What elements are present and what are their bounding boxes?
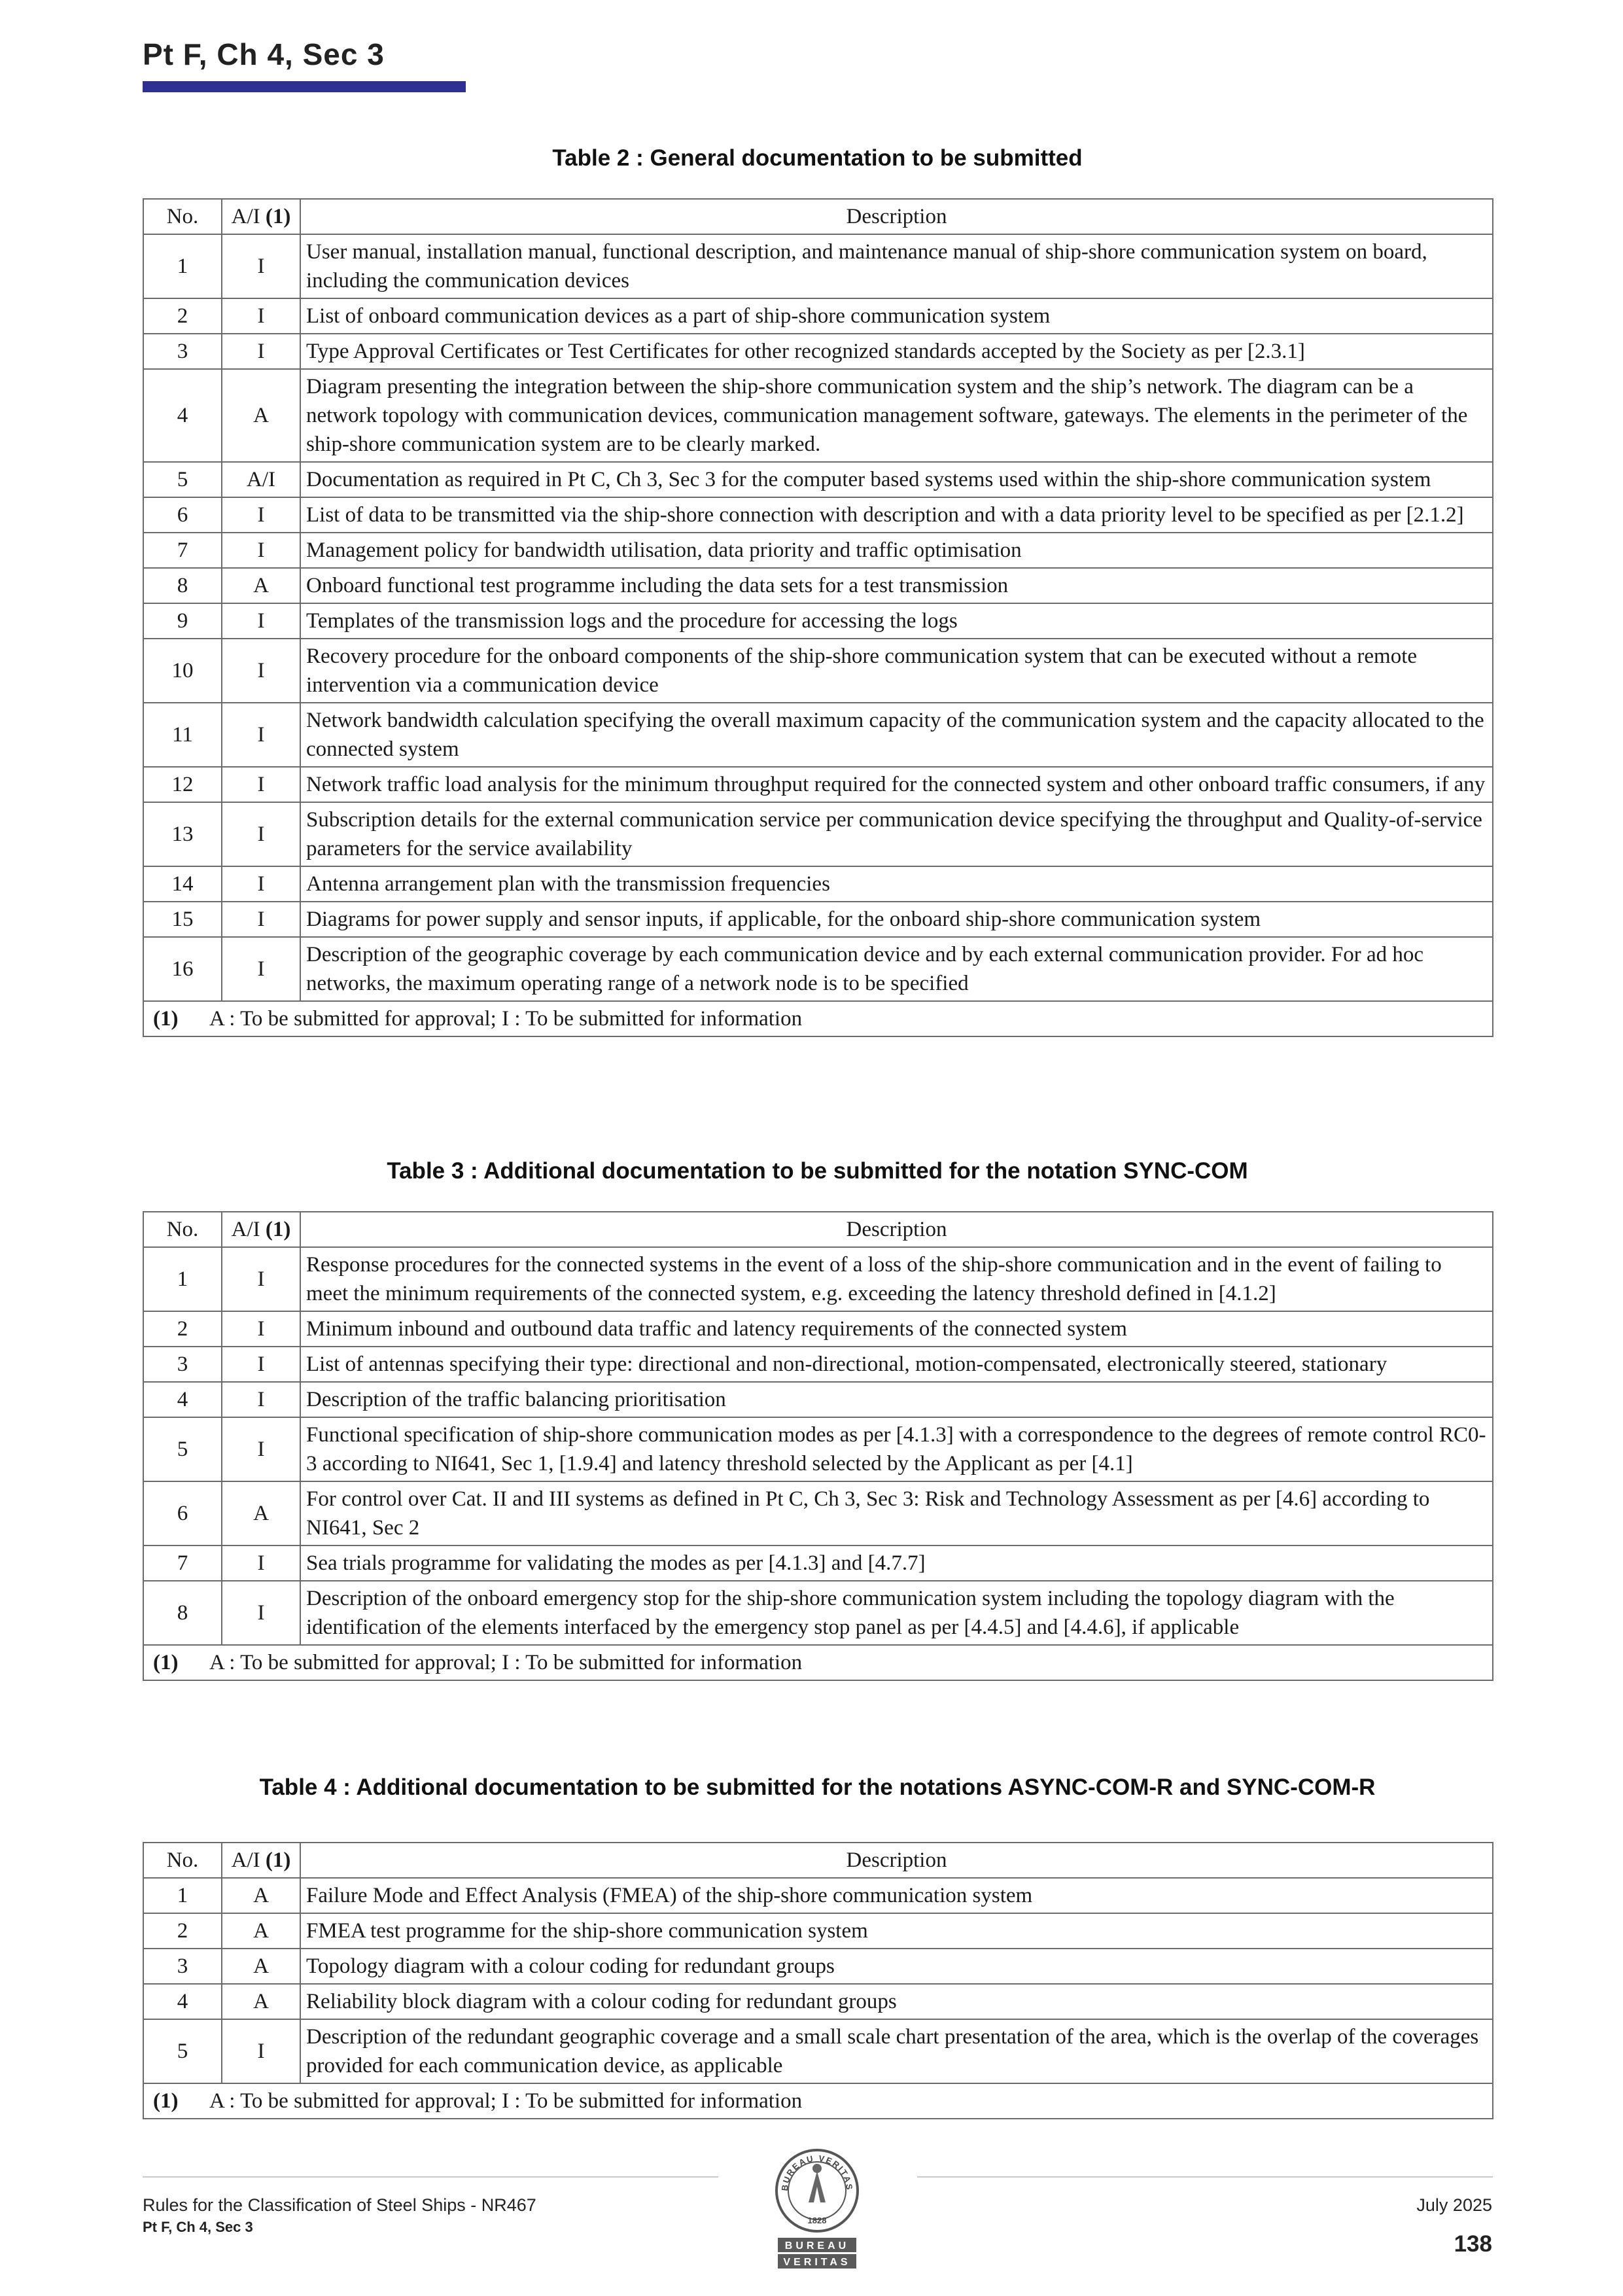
row-approval-type: I xyxy=(222,497,300,533)
row-approval-type: A/I xyxy=(222,462,300,497)
table3-caption: Table 3 : Additional documentation to be submitted for the notation SYNC-COM xyxy=(387,1158,1248,1184)
header-ai-label: A/I xyxy=(231,205,260,228)
row-approval-type: I xyxy=(222,866,300,902)
table-row xyxy=(143,334,1493,369)
row-description: Documentation as required in Pt C, Ch 3, Sec 3 for the computer based systems used within the ship-shore communication system xyxy=(300,462,1493,497)
table-row xyxy=(143,703,1493,767)
table-note-row xyxy=(143,2083,1493,2119)
table4 xyxy=(143,1842,1493,2119)
row-approval-type: I xyxy=(222,767,300,802)
header-description: Description xyxy=(300,1843,1493,1878)
row-number: 16 xyxy=(143,937,222,1001)
row-description: Reliability block diagram with a colour coding for redundant groups xyxy=(300,1984,1493,2019)
row-description: Network bandwidth calculation specifying the overall maximum capacity of the communication system and the capacity allocated to the connected system xyxy=(300,703,1493,767)
table-row xyxy=(143,1581,1493,1645)
header-no: No. xyxy=(143,199,222,234)
row-number: 6 xyxy=(143,1481,222,1545)
row-description: Response procedures for the connected systems in the event of a loss of the ship-shore communication and in the event of failing to meet the minimum requirements of the connected system, e.g. exceeding the latency threshold defined in [4.1.2] xyxy=(300,1247,1493,1311)
table-row xyxy=(143,1878,1493,1913)
row-description: FMEA test programme for the ship-shore communication system xyxy=(300,1913,1493,1949)
table3 xyxy=(143,1211,1493,1681)
row-approval-type: I xyxy=(222,639,300,703)
row-description: Minimum inbound and outbound data traffic and latency requirements of the connected system xyxy=(300,1311,1493,1347)
row-approval-type: A xyxy=(222,369,300,462)
header-description: Description xyxy=(300,1212,1493,1247)
row-description: Network traffic load analysis for the minimum throughput required for the connected system and other onboard traffic consumers, if any xyxy=(300,767,1493,802)
row-approval-type: I xyxy=(222,2019,300,2083)
section-header-bar xyxy=(143,81,466,92)
table-row xyxy=(143,298,1493,334)
row-approval-type: I xyxy=(222,1247,300,1311)
row-number: 7 xyxy=(143,1545,222,1581)
row-description: Topology diagram with a colour coding for redundant groups xyxy=(300,1949,1493,1984)
footer-section: Pt F, Ch 4, Sec 3 xyxy=(143,2219,253,2235)
row-number: 1 xyxy=(143,234,222,298)
table-row xyxy=(143,937,1493,1001)
row-number: 2 xyxy=(143,1913,222,1949)
row-description: Recovery procedure for the onboard components of the ship-shore communication system that can be executed without a remote intervention via a communication device xyxy=(300,639,1493,703)
table-row xyxy=(143,568,1493,603)
row-description: User manual, installation manual, functional description, and maintenance manual of ship-shore communication system on board, including the communication devices xyxy=(300,234,1493,298)
row-approval-type: A xyxy=(222,1913,300,1949)
footer-doc-title: Rules for the Classification of Steel Ships - NR467 xyxy=(143,2195,536,2215)
table-row xyxy=(143,1247,1493,1311)
table-row xyxy=(143,1481,1493,1545)
row-approval-type: I xyxy=(222,902,300,937)
row-approval-type: I xyxy=(222,603,300,639)
table-row xyxy=(143,462,1493,497)
row-number: 7 xyxy=(143,533,222,568)
footer-date: July 2025 xyxy=(1416,2195,1492,2215)
header-no: No. xyxy=(143,1212,222,1247)
table-row xyxy=(143,369,1493,462)
row-description: List of onboard communication devices as a part of ship-shore communication system xyxy=(300,298,1493,334)
table-note xyxy=(143,1645,1493,1680)
row-description: Type Approval Certificates or Test Certificates for other recognized standards accepted by the Society as per [2.3.1] xyxy=(300,334,1493,369)
footer-rule-right xyxy=(917,2176,1493,2178)
table-row xyxy=(143,866,1493,902)
section-header: Pt F, Ch 4, Sec 3 xyxy=(143,37,385,71)
row-description: Subscription details for the external communication service per communication device specifying the throughput and Quality-of-service parameters for the service availability xyxy=(300,802,1493,866)
table-row xyxy=(143,1417,1493,1481)
table-row xyxy=(143,1949,1493,1984)
row-number: 13 xyxy=(143,802,222,866)
logo-ring-text: BUREAU VERITAS xyxy=(779,2153,855,2192)
row-number: 10 xyxy=(143,639,222,703)
row-number: 4 xyxy=(143,1984,222,2019)
row-description: Description of the traffic balancing prioritisation xyxy=(300,1382,1493,1417)
row-number: 12 xyxy=(143,767,222,802)
row-approval-type: I xyxy=(222,1347,300,1382)
row-number: 5 xyxy=(143,462,222,497)
header-ai-label: A/I xyxy=(231,1848,260,1872)
table-row xyxy=(143,1545,1493,1581)
row-approval-type: I xyxy=(222,703,300,767)
row-number: 1 xyxy=(143,1878,222,1913)
table-header-row xyxy=(143,1212,1493,1247)
note-text: A : To be submitted for approval; I : To be submitted for information xyxy=(209,2089,803,2113)
header-ai-label: A/I xyxy=(231,1218,260,1241)
table-row xyxy=(143,1311,1493,1347)
table-row xyxy=(143,902,1493,937)
table-header-row xyxy=(143,1843,1493,1878)
table-row xyxy=(143,1984,1493,2019)
row-approval-type: A xyxy=(222,1984,300,2019)
row-number: 4 xyxy=(143,1382,222,1417)
table-row xyxy=(143,802,1493,866)
table4-caption: Table 4 : Additional documentation to be submitted for the notations ASYNC-COM-R and SYNC-COM-R xyxy=(259,1775,1376,1800)
table-note-row xyxy=(143,1001,1493,1036)
table-row xyxy=(143,1347,1493,1382)
row-approval-type: I xyxy=(222,937,300,1001)
row-approval-type: A xyxy=(222,568,300,603)
row-description: List of antennas specifying their type: directional and non-directional, motion-compensated, electronically steered, stationary xyxy=(300,1347,1493,1382)
row-number: 3 xyxy=(143,334,222,369)
table-row xyxy=(143,1913,1493,1949)
row-number: 2 xyxy=(143,1311,222,1347)
table-header-row xyxy=(143,199,1493,234)
footer-left xyxy=(143,2193,536,2238)
row-approval-type: I xyxy=(222,1581,300,1645)
table-row xyxy=(143,1382,1493,1417)
table2-caption: Table 2 : General documentation to be submitted xyxy=(552,145,1083,171)
row-number: 9 xyxy=(143,603,222,639)
header-ai xyxy=(222,1843,300,1878)
row-number: 5 xyxy=(143,2019,222,2083)
row-number: 8 xyxy=(143,1581,222,1645)
note-text: A : To be submitted for approval; I : To be submitted for information xyxy=(209,1007,803,1031)
row-approval-type: I xyxy=(222,533,300,568)
row-number: 3 xyxy=(143,1949,222,1984)
note-text: A : To be submitted for approval; I : To be submitted for information xyxy=(209,1651,803,1674)
row-description: Functional specification of ship-shore communication modes as per [4.1.3] with a correspondence to the degrees of remote control RC0-3 according to NI641, Sec 1, [1.9.4] and latency threshold selected by the Applicant as per [4.1] xyxy=(300,1417,1493,1481)
row-number: 11 xyxy=(143,703,222,767)
table-row xyxy=(143,234,1493,298)
page-number: 138 xyxy=(1454,2231,1492,2257)
note-number: (1) xyxy=(153,2089,179,2113)
table-row xyxy=(143,639,1493,703)
row-approval-type: I xyxy=(222,1382,300,1417)
row-description: Management policy for bandwidth utilisation, data priority and traffic optimisation xyxy=(300,533,1493,568)
table-row xyxy=(143,603,1493,639)
logo-line1: BUREAU xyxy=(784,2240,850,2252)
row-approval-type: I xyxy=(222,234,300,298)
logo-year: 1828 xyxy=(807,2216,827,2225)
row-description: Onboard functional test programme including the data sets for a test transmission xyxy=(300,568,1493,603)
footer-rule-left xyxy=(143,2176,718,2178)
note-number: (1) xyxy=(153,1007,179,1031)
row-approval-type: I xyxy=(222,802,300,866)
row-approval-type: A xyxy=(222,1949,300,1984)
row-description: For control over Cat. II and III systems as defined in Pt C, Ch 3, Sec 3: Risk and Technology Assessment as per [4.6] according to NI641, Sec 2 xyxy=(300,1481,1493,1545)
row-description: Description of the redundant geographic coverage and a small scale chart presentation of the area, which is the overlap of the coverages provided for each communication device, as applicable xyxy=(300,2019,1493,2083)
table-note xyxy=(143,2083,1493,2119)
row-number: 8 xyxy=(143,568,222,603)
table2 xyxy=(143,198,1493,1037)
header-ai-ref: (1) xyxy=(265,1218,291,1241)
row-approval-type: A xyxy=(222,1481,300,1545)
row-number: 4 xyxy=(143,369,222,462)
table-note-row xyxy=(143,1645,1493,1680)
row-description: Diagrams for power supply and sensor inputs, if applicable, for the onboard ship-shore communication system xyxy=(300,902,1493,937)
row-number: 6 xyxy=(143,497,222,533)
table-row xyxy=(143,497,1493,533)
header-ai-ref: (1) xyxy=(265,1848,291,1872)
table-row xyxy=(143,2019,1493,2083)
row-number: 5 xyxy=(143,1417,222,1481)
row-number: 2 xyxy=(143,298,222,334)
row-description: List of data to be transmitted via the ship-shore connection with description and with a data priority level to be specified as per [2.1.2] xyxy=(300,497,1493,533)
bureau-veritas-logo xyxy=(768,2140,866,2277)
header-description: Description xyxy=(300,199,1493,234)
logo-graphic xyxy=(768,2140,866,2277)
row-number: 14 xyxy=(143,866,222,902)
row-description: Diagram presenting the integration between the ship-shore communication system and the ship’s network. The diagram can be a network topology with communication devices, communication management software, gateways. The elements in the perimeter of the ship-shore communication system are to be clearly marked. xyxy=(300,369,1493,462)
row-approval-type: I xyxy=(222,1417,300,1481)
row-number: 1 xyxy=(143,1247,222,1311)
row-number: 3 xyxy=(143,1347,222,1382)
table-row xyxy=(143,533,1493,568)
header-ai xyxy=(222,199,300,234)
row-description: Templates of the transmission logs and the procedure for accessing the logs xyxy=(300,603,1493,639)
row-description: Sea trials programme for validating the modes as per [4.1.3] and [4.7.7] xyxy=(300,1545,1493,1581)
row-approval-type: A xyxy=(222,1878,300,1913)
header-ai-ref: (1) xyxy=(265,205,291,228)
row-description: Description of the onboard emergency stop for the ship-shore communication system including the topology diagram with the identification of the elements interfaced by the emergency stop panel as per [4.4.5] and [4.4.6], if applicable xyxy=(300,1581,1493,1645)
row-approval-type: I xyxy=(222,298,300,334)
header-ai xyxy=(222,1212,300,1247)
row-approval-type: I xyxy=(222,1545,300,1581)
table-row xyxy=(143,767,1493,802)
row-approval-type: I xyxy=(222,334,300,369)
header-no: No. xyxy=(143,1843,222,1878)
row-description: Antenna arrangement plan with the transmission frequencies xyxy=(300,866,1493,902)
row-description: Description of the geographic coverage by each communication device and by each external communication provider. For ad hoc networks, the maximum operating range of a network node is to be specified xyxy=(300,937,1493,1001)
row-number: 15 xyxy=(143,902,222,937)
footer-right xyxy=(1416,2193,1492,2257)
row-description: Failure Mode and Effect Analysis (FMEA) of the ship-shore communication system xyxy=(300,1878,1493,1913)
table-note xyxy=(143,1001,1493,1036)
note-number: (1) xyxy=(153,1651,179,1674)
row-approval-type: I xyxy=(222,1311,300,1347)
logo-line2: VERITAS xyxy=(783,2257,851,2268)
